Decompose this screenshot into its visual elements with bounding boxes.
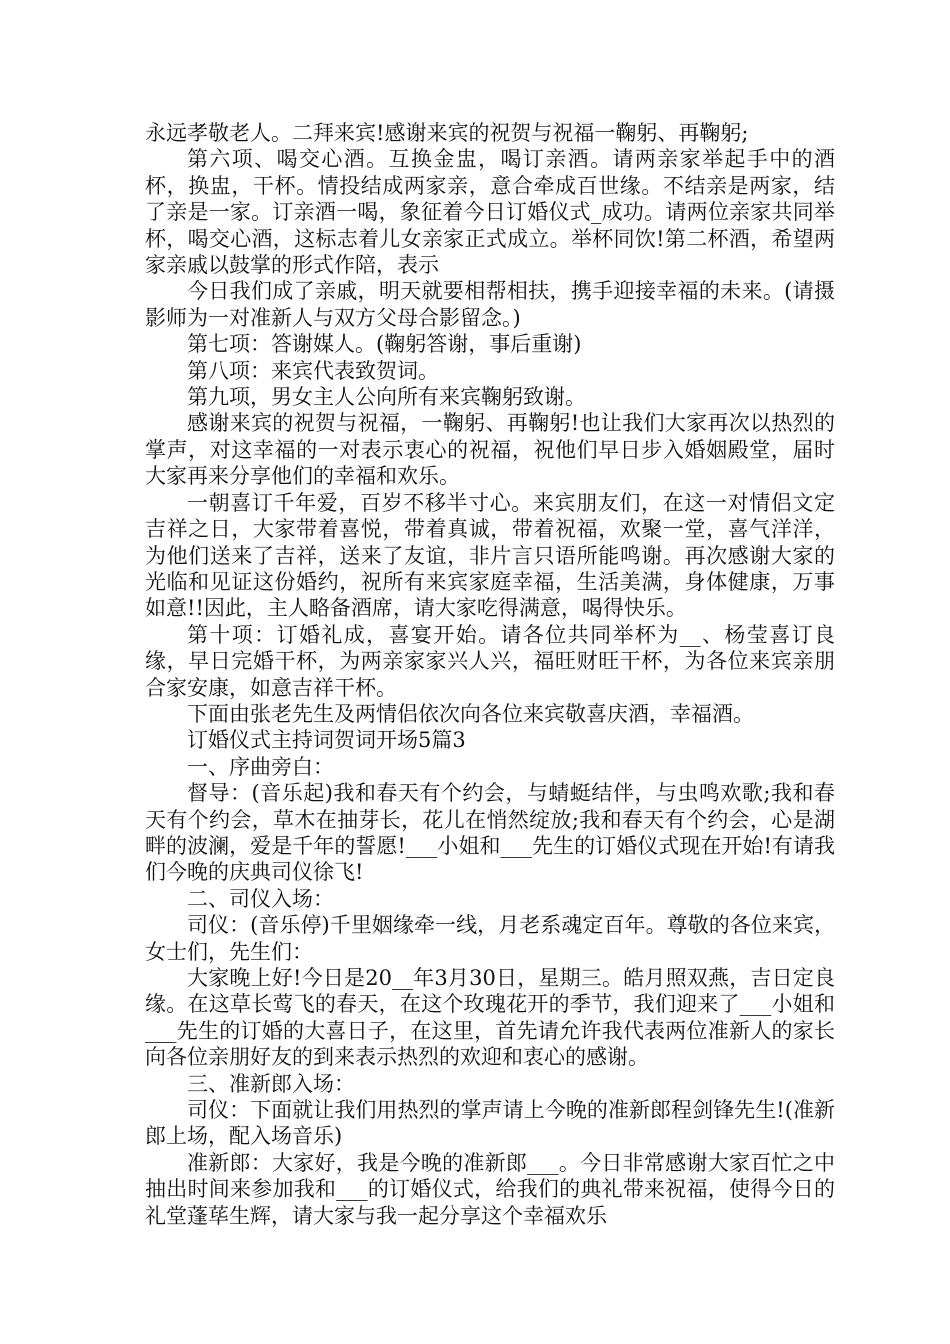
paragraph: 第六项、喝交心酒。互换金盅，喝订亲酒。请两亲家举起手中的酒杯，换盅，干杯。情投结成两家亲，意合牵成百世缘。不结亲是两家，结了亲是一家。订亲酒一喝，象征着今日订婚仪式_成功。请两位亲家共同举杯，喝交心酒，这标志着儿女亲家正式成立。举杯同饮!第二杯酒，希望两家亲戚以鼓掌的形式作陪，表示 <box>145 147 835 278</box>
document-body <box>145 120 835 1229</box>
paragraph: 大家晚上好!今日是20__年3月30日，星期三。皓月照双燕，吉日定良缘。在这草长莺飞的春天，在这个玫瑰花开的季节，我们迎来了___小姐和___先生的订婚的大喜日子，在这里，首先请允许我代表两位准新人的家长向各位亲朋好友的到来表示热烈的欢迎和衷心的感谢。 <box>145 966 835 1070</box>
paragraph: 第七项：答谢媒人。(鞠躬答谢，事后重谢) <box>187 332 582 357</box>
paragraph: 司仪：下面就让我们用热烈的掌声请上今晚的准新郎程剑锋先生!(准新郎上场，配入场音乐) <box>145 1098 835 1149</box>
section-heading: 二、司仪入场： <box>187 886 334 911</box>
paragraph: 第八项：来宾代表致贺词。 <box>187 358 439 383</box>
section-heading: 三、准新郎入场： <box>187 1071 355 1096</box>
paragraph: 感谢来宾的祝贺与祝福，一鞠躬、再鞠躬!也让我们大家再次以热烈的掌声，对这幸福的一对表示衷心的祝福，祝他们早日步入婚姻殿堂，届时大家再来分享他们的幸福和欢乐。 <box>145 411 835 489</box>
paragraph: 第九项，男女主人公向所有来宾鞠躬致谢。 <box>187 385 586 410</box>
paragraph: 一朝喜订千年爱，百岁不移半寸心。来宾朋友们，在这一对情侣文定吉祥之日，大家带着喜悦，带着真诚，带着祝福，欢聚一堂，喜气洋洋，为他们送来了吉祥，送来了友谊，非片言只语所能鸣谢。再次感谢大家的光临和见证这份婚约，祝所有来宾家庭幸福，生活美满，身体健康，万事如意!!因此，主人略备酒席，请大家吃得满意，喝得快乐。 <box>145 490 835 621</box>
paragraph: 第十项：订婚礼成，喜宴开始。请各位共同举杯为__、杨莹喜订良缘，早日完婚干杯，为两亲家家兴人兴，福旺财旺干杯，为各位来宾亲朋合家安康，如意吉祥干杯。 <box>145 622 835 700</box>
paragraph: 今日我们成了亲戚，明天就要相帮相扶，携手迎接幸福的未来。(请摄影师为一对准新人与双方父母合影留念。) <box>145 279 835 330</box>
paragraph: 下面由张老先生及两情侣依次向各位来宾敬喜庆酒，幸福酒。 <box>187 701 754 726</box>
paragraph: 准新郎：大家好，我是今晚的准新郎___。今日非常感谢大家百忙之中抽出时间来参加我和___的订婚仪式，给我们的典礼带来祝福，使得今日的礼堂蓬荜生辉，请大家与我一起分享这个幸福欢乐 <box>145 1150 835 1228</box>
section-title: 订婚仪式主持词贺词开场5篇3 <box>187 728 466 753</box>
section-heading: 一、序曲旁白： <box>187 754 334 779</box>
paragraph: 督导：(音乐起)我和春天有个约会，与蜻蜓结伴，与虫鸣欢歌;我和春天有个约会，草木在抽芽长，花儿在悄然绽放;我和春天有个约会，心是湖畔的波澜，爱是千年的誓愿!___小姐和___先生的订婚仪式现在开始!有请我们今晚的庆典司仪徐飞! <box>145 781 835 885</box>
paragraph: 司仪：(音乐停)千里姻缘牵一线，月老系魂定百年。尊敬的各位来宾，女士们，先生们： <box>145 913 835 964</box>
paragraph: 永远孝敬老人。二拜来宾!感谢来宾的祝贺与祝福一鞠躬、再鞠躬; <box>145 121 749 145</box>
